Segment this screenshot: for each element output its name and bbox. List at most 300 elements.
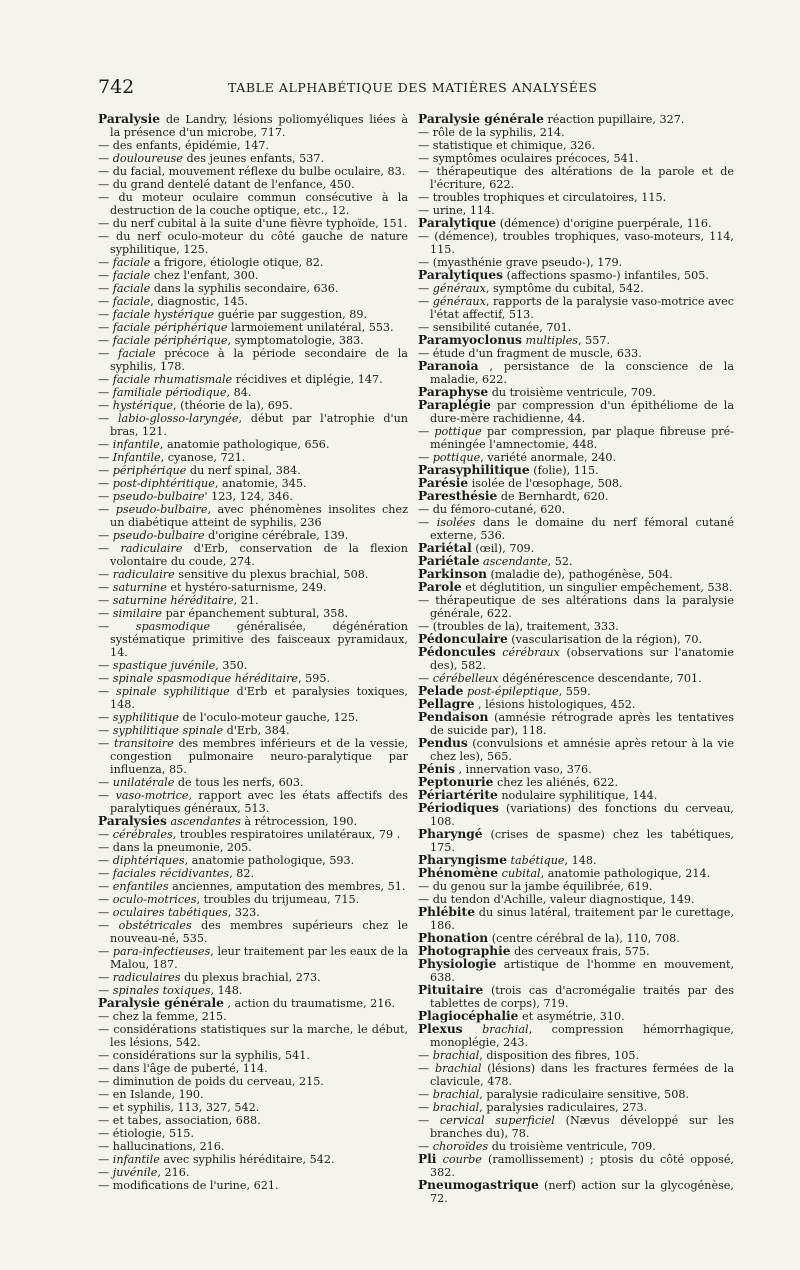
entry-italic-term: cérébelleux xyxy=(432,672,499,685)
entry-italic-term: juvénile xyxy=(112,1166,158,1179)
entry-text: (folie), 115. xyxy=(533,464,599,477)
page-number: 742 xyxy=(98,76,135,98)
index-entry: — brachial, disposition des fibres, 105. xyxy=(418,1049,640,1062)
index-entry xyxy=(98,1114,408,1127)
index-entry: — spastique juvénile, 350. xyxy=(98,659,248,672)
index-entry xyxy=(98,1010,408,1023)
index-entry xyxy=(418,594,734,620)
entry-text: artistique de l'homme en mouvement, 638. xyxy=(430,958,734,984)
index-entry xyxy=(418,1153,734,1179)
index-entry xyxy=(98,1088,408,1101)
entry-heading: Paranoia xyxy=(418,359,479,373)
entry-italic-term: transitoire xyxy=(113,737,174,750)
index-entry xyxy=(418,581,734,594)
entry-italic-term: brachial xyxy=(432,1101,480,1114)
entry-text: — rôle de la syphilis, 214. xyxy=(418,126,565,139)
entry-text: (centre cérébral de la), 110, 708. xyxy=(491,932,680,945)
entry-heading: Pénis xyxy=(418,762,455,776)
entry-heading: Pituitaire xyxy=(418,983,484,997)
entry-italic-term: tabétique xyxy=(510,854,565,867)
entry-text: anciennes, amputation des membres, 51. xyxy=(168,880,406,893)
entry-text: — étiologie, 515. xyxy=(98,1127,194,1140)
entry-text: dans la syphilis secondaire, 636. xyxy=(150,282,339,295)
index-entry: — Infantile, cyanose, 721. xyxy=(98,451,246,464)
index-entry xyxy=(98,997,408,1010)
entry-text: par compression d'un épithéliome de la dure-mère rachidienne, 44. xyxy=(430,399,734,425)
index-entry: — pseudo-bulbaire' 123, 124, 346. xyxy=(98,490,293,503)
index-entry xyxy=(418,230,734,256)
entry-heading: Paraplégie xyxy=(418,398,491,412)
index-entry: — spasmodique généralisée, dégénération systématique primitive des faisceaux pyramidaux, 14. xyxy=(98,620,408,659)
entry-text: isolée de l'œsophage, 508. xyxy=(471,477,623,490)
index-entry xyxy=(98,139,408,152)
index-entry xyxy=(98,1127,408,1140)
index-entry xyxy=(418,334,734,347)
entry-italic-term: faciale xyxy=(112,295,151,308)
index-entry: — labio-glosso-laryngée, début par l'atrophie d'un bras, 121. xyxy=(98,412,408,438)
entry-text: , action du traumatisme, 216. xyxy=(227,997,396,1010)
running-title: TABLE ALPHABÉTIQUE DES MATIÈRES ANALYSÉES xyxy=(228,80,598,95)
entry-text: a frigore, étiologie otique, 82. xyxy=(150,256,324,269)
entry-text: , anatomie pathologique, 656. xyxy=(159,438,330,451)
entry-text: du nerf spinal, 384. xyxy=(186,464,301,477)
index-column-left xyxy=(98,113,408,1192)
index-entry: — spinale syphilitique d'Erb et paralysies toxiques, 148. xyxy=(98,685,408,711)
entry-heading: Phlébite xyxy=(418,905,475,919)
entry-italic-term: post-diphtéritique xyxy=(112,477,215,490)
entry-heading: Pharyngé xyxy=(418,827,483,841)
entry-text: — des enfants, épidémie, 147. xyxy=(98,139,269,152)
entry-text: , symptomatologie, 383. xyxy=(227,334,364,347)
entry-italic-term: diphtériques xyxy=(112,854,185,867)
entry-heading: Paralysies xyxy=(98,814,167,828)
index-entry xyxy=(418,1023,734,1049)
entry-italic-term: para-infectieuses xyxy=(112,945,211,958)
index-entry: — juvénile, 216. xyxy=(98,1166,190,1179)
entry-italic-term: spasmodique xyxy=(135,620,211,633)
entry-text: , persistance de la conscience de la maladie, 622. xyxy=(430,360,735,386)
index-entry: — cérébelleux dégénérescence descendante, 701. xyxy=(418,672,702,685)
entry-text: — du tendon d'Achille, valeur diagnostique, 149. xyxy=(418,893,695,906)
entry-text: — thérapeutique des altérations de la parole et de l'écriture, 622. xyxy=(418,165,734,191)
entry-italic-term: brachial xyxy=(432,1049,480,1062)
index-entry xyxy=(418,646,734,672)
entry-italic-term: courbe xyxy=(442,1153,482,1166)
index-entry xyxy=(418,711,734,737)
index-entry: — généraux, symptôme du cubital, 542. xyxy=(418,282,644,295)
entry-text: , anatomie pathologique, 593. xyxy=(184,854,355,867)
entry-italic-term: saturnine xyxy=(112,581,167,594)
entry-italic-term: cubital xyxy=(501,867,541,880)
index-entry xyxy=(98,1075,408,1088)
index-entry: — radiculaire sensitive du plexus brachial, 508. xyxy=(98,568,369,581)
entry-heading: Paralysie xyxy=(98,112,161,126)
index-entry xyxy=(98,1179,408,1192)
entry-text: (ramollissement) ; ptosis du côté opposé, 382. xyxy=(430,1153,734,1179)
index-entry xyxy=(418,1179,734,1205)
entry-text: — du moteur oculaire commun consécutive à la destruction de la couche optique, etc., 12. xyxy=(98,191,408,217)
entry-text: (Nævus développé sur les branches du), 78. xyxy=(430,1114,734,1140)
index-entry xyxy=(418,880,734,893)
entry-text: (nerf) action sur la glycogénèse, 72. xyxy=(430,1179,734,1205)
entry-text: du troisième ventricule, 709. xyxy=(488,1140,656,1153)
entry-italic-term: faciale périphérique xyxy=(112,334,228,347)
entry-text: , paralysies radiculaires, 273. xyxy=(479,1101,648,1114)
index-entry: — unilatérale de tous les nerfs, 603. xyxy=(98,776,304,789)
entry-italic-term: faciale xyxy=(117,347,156,360)
index-entry: — infantile, anatomie pathologique, 656. xyxy=(98,438,330,451)
entry-italic-term: cérébraux xyxy=(502,646,560,659)
entry-italic-term: syphilitique xyxy=(112,711,179,724)
entry-heading: Pariétal xyxy=(418,541,472,555)
index-entry xyxy=(98,191,408,217)
entry-text: des membres supérieurs chez le nouveau-né, 535. xyxy=(110,919,408,945)
index-entry xyxy=(418,503,734,516)
entry-heading: Pariétale xyxy=(418,554,480,568)
index-entry: — post-diphtéritique, anatomie, 345. xyxy=(98,477,307,490)
entry-italic-term: pseudo-bulbaire xyxy=(115,503,208,516)
entry-italic-term: similaire xyxy=(112,607,163,620)
entry-text: d'Erb, 384. xyxy=(223,724,290,737)
entry-text: des membres inférieurs et de la vessie, congestion pulmonaire neuro-paralytique par influenza, 85. xyxy=(110,737,408,776)
entry-text: , rapports de la paralysie vaso-motrice avec l'état affectif, 513. xyxy=(430,295,734,321)
entry-heading: Paralytiques xyxy=(418,268,504,282)
index-entry: — syphilitique de l'oculo-moteur gauche, 125. xyxy=(98,711,359,724)
entry-text: — du nerf oculo-moteur du côté gauche de nature syphilitique, 125. xyxy=(98,230,408,256)
index-entry: — faciale dans la syphilis secondaire, 636. xyxy=(98,282,339,295)
entry-italic-term: brachial xyxy=(432,1088,480,1101)
entry-text: — en Islande, 190. xyxy=(98,1088,204,1101)
entry-heading: Pneumogastrique xyxy=(418,1178,539,1192)
entry-text: — et tabes, association, 688. xyxy=(98,1114,261,1127)
entry-italic-term: oculaires tabétiques xyxy=(112,906,228,919)
entry-text: des jeunes enfants, 537. xyxy=(182,152,325,165)
entry-heading: Paresthésie xyxy=(418,489,498,503)
index-entry xyxy=(98,165,408,178)
entry-text: , 84. xyxy=(226,386,252,399)
entry-text: , cyanose, 721. xyxy=(160,451,246,464)
entry-italic-term: pottique xyxy=(432,451,481,464)
entry-text: larmoiement unilatéral, 553. xyxy=(227,321,394,334)
index-entry xyxy=(418,165,734,191)
entry-heading: Paralysie générale xyxy=(418,112,544,126)
entry-text: dégénérescence descendante, 701. xyxy=(498,672,702,685)
entry-italic-term: douloureuse xyxy=(112,152,183,165)
entry-text: — sensibilité cutanée, 701. xyxy=(418,321,572,334)
entry-text: de Landry, lésions poliomyéliques liées à la présence d'un microbe, 717. xyxy=(110,113,408,139)
entry-text: — (démence), troubles trophiques, vaso-moteurs, 114, 115. xyxy=(418,230,734,256)
entry-text: , anatomie, 345. xyxy=(214,477,307,490)
entry-italic-term: pseudo-bulbaire xyxy=(112,529,205,542)
index-entry xyxy=(98,1049,408,1062)
entry-text: — et syphilis, 113, 327, 542. xyxy=(98,1101,260,1114)
index-entry: — saturnine héréditaire, 21. xyxy=(98,594,259,607)
entry-text: guérie par suggestion, 89. xyxy=(214,308,368,321)
entry-italic-term: brachial xyxy=(482,1023,529,1036)
index-column-right xyxy=(418,113,734,1205)
entry-text: et hystéro-saturnisme, 249. xyxy=(166,581,327,594)
index-entry: — infantile avec syphilis héréditaire, 542. xyxy=(98,1153,335,1166)
entry-text: , variété anormale, 240. xyxy=(480,451,616,464)
entry-text: de l'oculo-moteur gauche, 125. xyxy=(178,711,359,724)
entry-italic-term: cervical superficiel xyxy=(439,1114,555,1127)
index-entry xyxy=(98,841,408,854)
entry-heading: Paralysie générale xyxy=(98,996,224,1010)
entry-heading: Pellagre xyxy=(418,697,475,711)
index-entry: — périphérique du nerf spinal, 384. xyxy=(98,464,301,477)
entry-italic-term: généraux xyxy=(432,295,486,308)
entry-heading: Plexus xyxy=(418,1022,463,1036)
entry-text: , 216. xyxy=(157,1166,190,1179)
entry-italic-term: infantile xyxy=(112,1153,160,1166)
index-entry: — faciale rhumatismale récidives et diplégie, 147. xyxy=(98,373,383,386)
entry-italic-term: périphérique xyxy=(112,464,187,477)
index-entry: — faciale périphérique, symptomatologie, 383. xyxy=(98,334,364,347)
entry-heading: Pli xyxy=(418,1152,437,1166)
entry-heading: Périartérite xyxy=(418,788,498,802)
index-entry xyxy=(98,1140,408,1153)
entry-heading: Physiologie xyxy=(418,957,497,971)
entry-text: , disposition des fibres, 105. xyxy=(479,1049,640,1062)
index-entry: — isolées dans le domaine du nerf fémoral cutané externe, 536. xyxy=(418,516,735,542)
index-entry xyxy=(98,113,408,139)
entry-italic-term: hystérique xyxy=(112,399,174,412)
entry-text: , 595. xyxy=(298,672,331,685)
index-entry xyxy=(98,230,408,256)
entry-heading: Peptonurie xyxy=(418,775,494,789)
entry-text: , 350. xyxy=(215,659,248,672)
entry-text: — du facial, mouvement réflexe du bulbe oculaire, 83. xyxy=(98,165,406,178)
entry-text: , début par l'atrophie d'un bras, 121. xyxy=(110,412,408,438)
index-entry xyxy=(418,399,734,425)
entry-italic-term: spinale spasmodique héréditaire xyxy=(112,672,299,685)
entry-italic-term: faciale xyxy=(112,269,151,282)
entry-text: précoce à la période secondaire de la syphilis, 178. xyxy=(110,347,408,373)
entry-text: — diminution de poids du cerveau, 215. xyxy=(98,1075,324,1088)
index-entry: — vaso-motrice, rapport avec les états affectifs des paralytiques généraux, 513. xyxy=(98,789,408,815)
entry-text: , (théorie de la), 695. xyxy=(173,399,293,412)
index-entry: — diphtériques, anatomie pathologique, 593. xyxy=(98,854,355,867)
index-entry xyxy=(418,191,734,204)
index-entry xyxy=(418,906,734,932)
entry-text: , compression hémorrhagique, monoplégie, 243. xyxy=(430,1023,734,1049)
entry-text: réaction pupillaire, 327. xyxy=(547,113,685,126)
entry-italic-term: spinale syphilitique xyxy=(116,685,230,698)
index-entry: — faciale chez l'enfant, 300. xyxy=(98,269,259,282)
entry-italic-term: saturnine héréditaire xyxy=(112,594,234,607)
entry-heading: Plagiocéphalie xyxy=(418,1009,519,1023)
index-entry: — transitoire des membres inférieurs et de la vessie, congestion pulmonaire neuro-paralytique par influenza, 85. xyxy=(98,737,408,776)
index-entry: — douloureuse des jeunes enfants, 537. xyxy=(98,152,325,165)
entry-text: , anatomie pathologique, 214. xyxy=(540,867,711,880)
entry-heading: Paramyoclonus xyxy=(418,333,522,347)
index-entry xyxy=(418,152,734,165)
entry-text: (maladie de), pathogénèse, 504. xyxy=(490,568,673,581)
index-entry: — enfantiles anciennes, amputation des membres, 51. xyxy=(98,880,406,893)
entry-text: , diagnostic, 145. xyxy=(150,295,249,308)
entry-text: — modifications de l'urine, 621. xyxy=(98,1179,279,1192)
index-entry: — cervical superficiel (Nævus développé sur les branches du), 78. xyxy=(418,1114,734,1140)
entry-italic-term: faciale hystérique xyxy=(112,308,215,321)
index-entry: — familiale périodique, 84. xyxy=(98,386,252,399)
entry-italic-term: ascendantes xyxy=(170,815,241,828)
entry-text: — hallucinations, 216. xyxy=(98,1140,225,1153)
entry-text: , 557. xyxy=(578,334,611,347)
entry-text: — du grand dentelé datant de l'enfance, 450. xyxy=(98,178,355,191)
index-entry: — para-infectieuses, leur traitement par les eaux de la Malou, 187. xyxy=(98,945,408,971)
index-entry: — radiculaire d'Erb, conservation de la flexion volontaire du coude, 274. xyxy=(98,542,408,568)
entry-text: (œil), 709. xyxy=(475,542,535,555)
index-entry: — brachial, paralysies radiculaires, 273. xyxy=(418,1101,648,1114)
index-entry xyxy=(98,1062,408,1075)
entry-text: — du genou sur la jambe équilibrée, 619. xyxy=(418,880,653,893)
index-entry: — spinales toxiques, 148. xyxy=(98,984,243,997)
entry-text: , 559. xyxy=(558,685,591,698)
index-entry: — pseudo-bulbaire, avec phénomènes insolites chez un diabétique atteint de syphilis, 236 xyxy=(98,503,408,529)
index-entry xyxy=(418,139,734,152)
entry-text: (observations sur l'anatomie des), 582. xyxy=(430,646,734,672)
entry-text: de tous les nerfs, 603. xyxy=(174,776,304,789)
entry-text: — urine, 114. xyxy=(418,204,495,217)
entry-heading: Phonation xyxy=(418,931,489,945)
entry-italic-term: radiculaires xyxy=(112,971,181,984)
entry-text: récidives et diplégie, 147. xyxy=(232,373,383,386)
index-entry: — oculaires tabétiques, 323. xyxy=(98,906,260,919)
entry-text: — chez la femme, 215. xyxy=(98,1010,227,1023)
entry-text: et déglutition, un singulier empêchement, 538. xyxy=(465,581,733,594)
index-entry xyxy=(418,984,734,1010)
entry-italic-term: radiculaire xyxy=(112,568,175,581)
entry-italic-term: faciale xyxy=(112,282,151,295)
entry-heading: Pharyngisme xyxy=(418,853,507,867)
entry-text: , leur traitement par les eaux de la Malou, 187. xyxy=(110,945,408,971)
entry-text: nodulaire syphilitique, 144. xyxy=(501,789,658,802)
entry-italic-term: cérébrales xyxy=(112,828,173,841)
index-entry xyxy=(418,568,734,581)
index-entry: — faciales récidivantes, 82. xyxy=(98,867,255,880)
entry-text: ' 123, 124, 346. xyxy=(204,490,293,503)
index-entry xyxy=(98,1101,408,1114)
index-entry: — saturnine et hystéro-saturnisme, 249. xyxy=(98,581,327,594)
entry-heading: Pédoncules xyxy=(418,645,496,659)
entry-text: , innervation vaso, 376. xyxy=(458,763,592,776)
entry-italic-term: Infantile xyxy=(112,451,161,464)
entry-text: dans le domaine du nerf fémoral cutané externe, 536. xyxy=(430,516,735,542)
index-entry xyxy=(418,958,734,984)
entry-italic-term: faciales récidivantes xyxy=(112,867,230,880)
index-entry: — obstétricales des membres supérieurs chez le nouveau-né, 535. xyxy=(98,919,408,945)
entry-text: , 323. xyxy=(227,906,260,919)
entry-italic-term: infantile xyxy=(112,438,160,451)
entry-heading: Paralytique xyxy=(418,216,497,230)
entry-text: — dans l'âge de puberté, 114. xyxy=(98,1062,268,1075)
index-entry: — syphilitique spinale d'Erb, 384. xyxy=(98,724,290,737)
entry-heading: Périodiques xyxy=(418,801,499,815)
entry-text: , lésions histologiques, 452. xyxy=(478,698,636,711)
entry-text: — étude d'un fragment de muscle, 633. xyxy=(418,347,642,360)
entry-italic-term: radiculaire xyxy=(120,542,183,555)
index-entry xyxy=(98,178,408,191)
entry-italic-term: oculo-motrices xyxy=(112,893,197,906)
index-entry: — pottique, variété anormale, 240. xyxy=(418,451,616,464)
entry-text: avec syphilis héréditaire, 542. xyxy=(159,1153,335,1166)
index-entry: — faciale hystérique guérie par suggestion, 89. xyxy=(98,308,368,321)
entry-italic-term: choroïdes xyxy=(432,1140,489,1153)
index-entry: — brachial (lésions) dans les fractures fermées de la clavicule, 478. xyxy=(418,1062,734,1088)
entry-text: (convulsions et amnésie après retour à la vie chez les), 565. xyxy=(430,737,734,763)
index-entry: — similaire par épanchement subtural, 358. xyxy=(98,607,349,620)
entry-text: chez l'enfant, 300. xyxy=(150,269,259,282)
index-entry xyxy=(98,815,408,828)
index-entry xyxy=(418,217,734,230)
entry-text: d'Erb, conservation de la flexion volontaire du coude, 274. xyxy=(110,542,408,568)
entry-heading: Pédonculaire xyxy=(418,632,508,646)
entry-italic-term: post-épileptique xyxy=(466,685,559,698)
entry-italic-term: vaso-motrice xyxy=(115,789,189,802)
entry-text: — thérapeutique de ses altérations dans la paralysie générale, 622. xyxy=(418,594,734,620)
entry-italic-term: isolées xyxy=(436,516,476,529)
entry-text: (crises de spasme) chez les tabétiques, 175. xyxy=(430,828,734,854)
page-header xyxy=(98,76,618,98)
entry-text: d'origine cérébrale, 139. xyxy=(204,529,349,542)
entry-text: généralisée, dégénération systématique primitive des faisceaux pyramidaux, 14. xyxy=(110,620,408,659)
entry-text: du plexus brachial, 273. xyxy=(180,971,321,984)
index-entry: — faciale précoce à la période secondaire de la syphilis, 178. xyxy=(98,347,408,373)
index-entry xyxy=(418,1010,734,1023)
entry-text: (affections spasmo-) infantiles, 505. xyxy=(506,269,709,282)
index-entry xyxy=(418,802,734,828)
entry-italic-term: labio-glosso-laryngée xyxy=(117,412,239,425)
entry-text: par compression, par plaque fibreuse pré-méningée l'amnectomie, 448. xyxy=(430,425,734,451)
entry-italic-term: spastique juvénile xyxy=(112,659,216,672)
entry-italic-term: multiples xyxy=(525,334,579,347)
entry-text: et asymétrie, 310. xyxy=(522,1010,625,1023)
index-entry xyxy=(418,113,734,126)
entry-text: , symptôme du cubital, 542. xyxy=(485,282,644,295)
entry-italic-term: unilatérale xyxy=(112,776,175,789)
index-entry xyxy=(418,126,734,139)
entry-text: , avec phénomènes insolites chez un diabétique atteint de syphilis, 236 xyxy=(110,503,408,529)
entry-text: de Bernhardt, 620. xyxy=(500,490,609,503)
entry-heading: Pendaison xyxy=(418,710,489,724)
entry-text: — (myasthénie grave pseudo-), 179. xyxy=(418,256,623,269)
entry-heading: Parésie xyxy=(418,476,469,490)
entry-heading: Parkinson xyxy=(418,567,487,581)
entry-heading: Parasyphilitique xyxy=(418,463,530,477)
index-entry: — généraux, rapports de la paralysie vaso-motrice avec l'état affectif, 513. xyxy=(418,295,734,321)
index-entry xyxy=(98,217,408,230)
entry-text: — statistique et chimique, 326. xyxy=(418,139,596,152)
entry-italic-term: faciale périphérique xyxy=(112,321,228,334)
entry-text: , 148. xyxy=(210,984,243,997)
entry-text: (amnésie rétrograde après les tentatives de suicide par), 118. xyxy=(430,711,734,737)
index-entry xyxy=(418,490,734,503)
entry-text: , troubles du trijumeau, 715. xyxy=(196,893,360,906)
entry-text: , paralysie radiculaire sensitive, 508. xyxy=(479,1088,690,1101)
entry-italic-term: obstétricales xyxy=(118,919,192,932)
index-entry xyxy=(418,828,734,854)
entry-text: à rétrocession, 190. xyxy=(240,815,358,828)
entry-heading: Phénomène xyxy=(418,866,499,880)
entry-heading: Photographie xyxy=(418,944,511,958)
index-entry: — spinale spasmodique héréditaire, 595. xyxy=(98,672,331,685)
entry-text: du sinus latéral, traitement par le curettage, 186. xyxy=(430,906,734,932)
entry-italic-term: généraux xyxy=(432,282,486,295)
index-entry: — pseudo-bulbaire d'origine cérébrale, 139. xyxy=(98,529,349,542)
entry-italic-term: brachial xyxy=(434,1062,482,1075)
entry-text: , 82. xyxy=(229,867,255,880)
entry-italic-term: syphilitique spinale xyxy=(112,724,224,737)
